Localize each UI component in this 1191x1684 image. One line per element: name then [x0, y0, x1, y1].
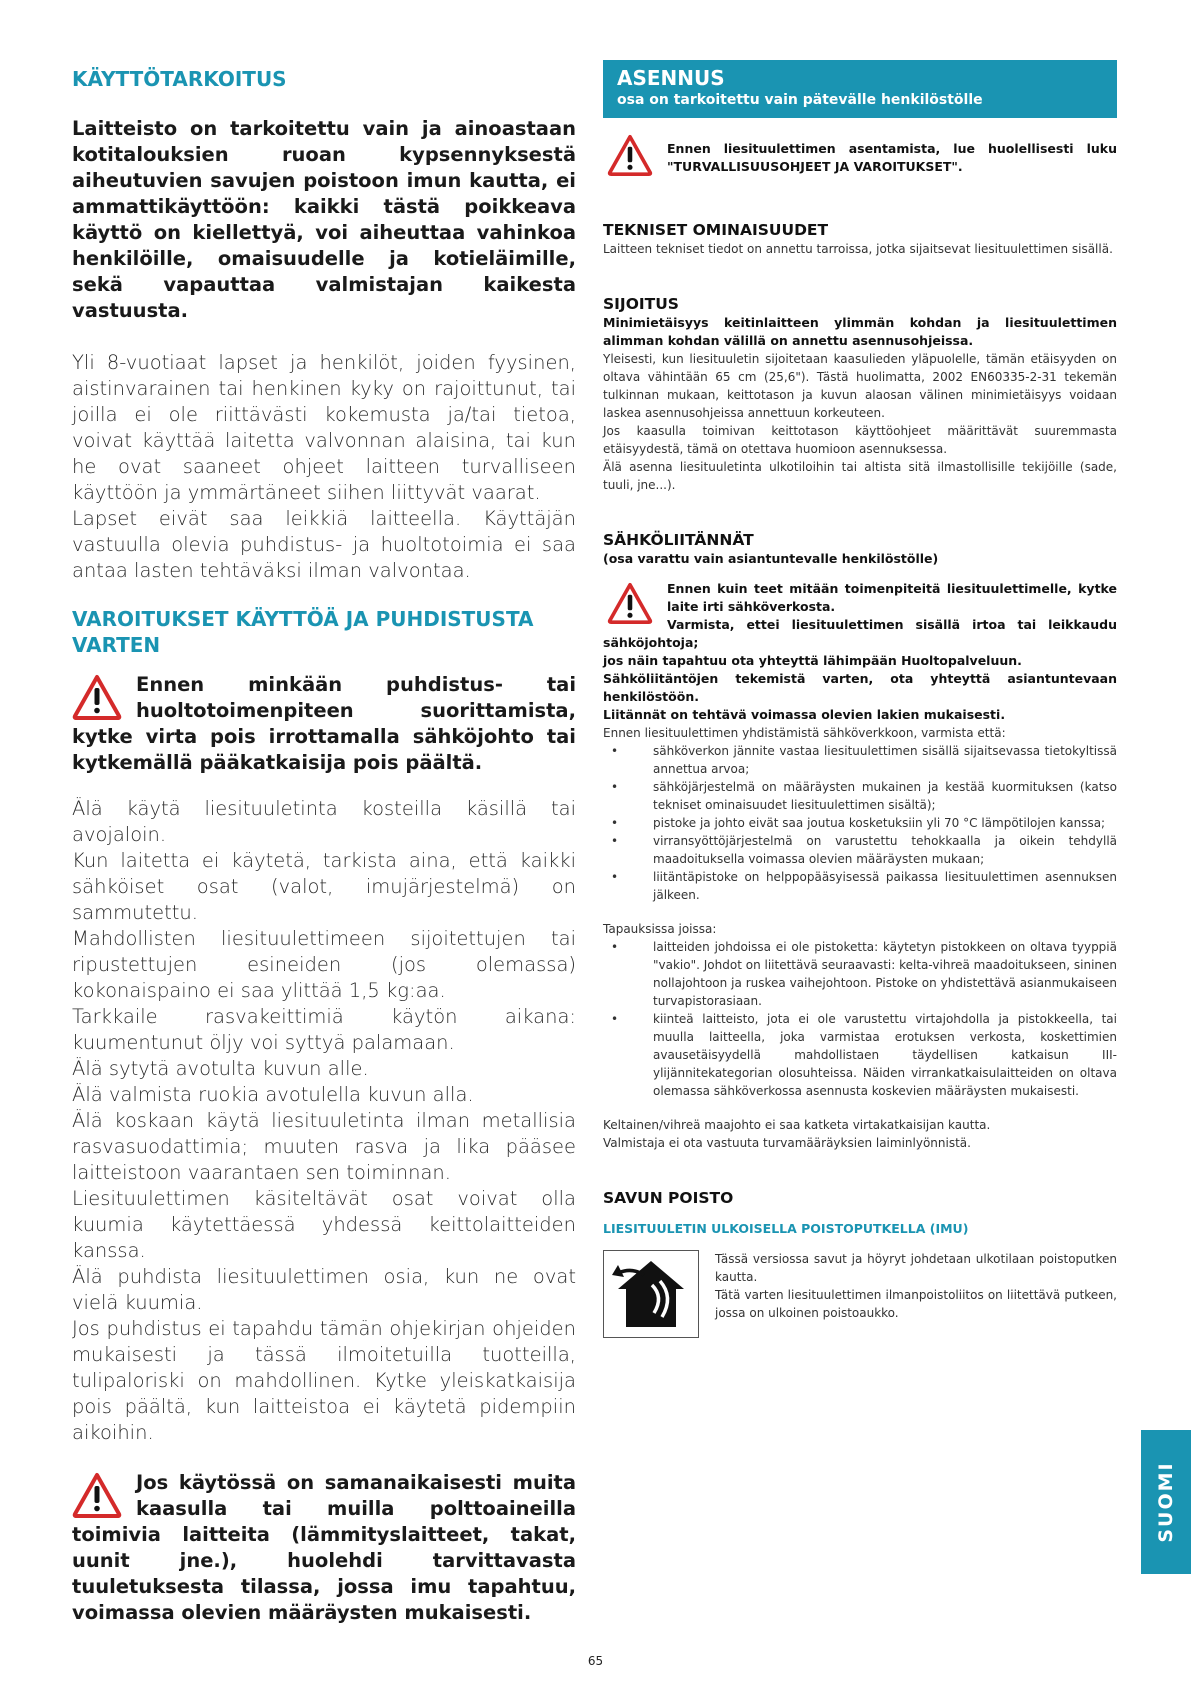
language-tab: [1141, 1430, 1191, 1574]
smoke-text-2: Tätä varten liesituulettimen ilmanpoistoliitos on liitettävä putkeen, jossa on ulkoinen poistoaukko.: [715, 1288, 1117, 1320]
duct-extraction-icon: [603, 1250, 699, 1338]
warning-line: Liesituulettimen käsiteltävät osat voivat olla kuumia käytettäessä yhdessä keittolaitteiden kanssa.: [72, 1187, 576, 1262]
electrical-warning-1: Ennen kuin teet mitään toimenpiteitä liesituulettimelle, kytke laite irti sähköverkosta.: [667, 581, 1117, 614]
placement-text-2: Jos kaasulla toimivan keittotason käyttöohjeet määrittävät suuremmasta etäisyydestä, tämä on otettava huomioon asennuksessa.: [603, 424, 1117, 456]
cases-list: [603, 938, 1117, 1100]
list-item: • sähköjärjestelmä on määräysten mukainen ja kestää kuormituksen (katso tekniset ominaisuudet liesituulettimen sisältä);: [603, 778, 1117, 814]
heading-smoke-extraction: SAVUN POISTO: [603, 1189, 734, 1207]
placement-bold: Minimietäisyys keitinlaitteen ylimmän kohdan ja liesituulettimen alimman kohdan välillä on annettu asennusohjeissa.: [603, 315, 1117, 348]
warning-line: Mahdollisten liesituulettimeen sijoitettujen tai ripustettujen esineiden (jos olemassa) kokonaispaino ei saa ylittää 1,5 kg:aa.: [72, 927, 576, 1002]
heading-intended-use: KÄYTTÖTARKOITUS: [72, 67, 287, 91]
list-item: • laitteiden johdoissa ei ole pistoketta: käytetyn pistokkeen on oltava tyyppiä "vakio". Johdot on liitettävä seuraavasti: kelta-vihreä maadoitukseen, sininen nollajohtoon ja ruskea vaihejohtoon. Pistoke on yhdistettävä asianmukaiseen turvapistorasiaan.: [603, 938, 1117, 1010]
list-item: • kiinteä laitteisto, jota ei ole varustettu virtajohdolla ja pistokkeella, tai muulla laitteella, joka varmistaa erotuksen verkosta, koskettimien avausetäisyydellä mahdollistaen täydellisen katkaisun III-ylijännitekategorian olosuhteissa. Näiden virrankatkaisulaitteiden on oltava olemassa sähköverkossa asennusta koskevien määräysten mukaisesti.: [603, 1010, 1117, 1100]
electrical-warning-3: jos näin tapahtuu ota yhteyttä lähimpään Huoltopalveluun.: [603, 653, 1022, 668]
placement-text-1: Yleisesti, kun liesituuletin sijoitetaan kaasulieden yläpuolelle, tämän etäisyyden on oltava vähintään 65 cm (25,6"). Tästä huolimatta, 2002 EN60335-2-31 tekemän tulkinnan mukaan, keittotason ja kuvun alaosan välinen minimietäisyys voidaan laskea asennusohjeissa annettuun korkeuteen.: [603, 352, 1117, 420]
smoke-subtitle: LIESITUULETIN ULKOISELLA POISTOPUTKELLA (IMU): [603, 1221, 969, 1236]
install-warning: [603, 132, 1117, 176]
left-column: [72, 66, 576, 1626]
list-item: • virransyöttöjärjestelmä on varustettu tehokkaalla ja oikein tehdyllä maadoituksella voimassa olevien määräysten mukaan;: [603, 832, 1117, 868]
electrical-warning-2: Varmista, ettei liesituulettimen sisällä irtoa tai leikkaudu sähköjohtoja;: [603, 617, 1117, 650]
warning-icon: [607, 582, 653, 624]
heading-warnings: VAROITUKSET KÄYTTÖÄ JA PUHDISTUSTA VARTEN: [72, 607, 534, 657]
electrical-checklist: [603, 742, 1117, 904]
electrical-warning: [603, 580, 1117, 724]
heading-electrical: SÄHKÖLIITÄNNÄT: [603, 531, 754, 549]
warning-icon: [72, 1472, 122, 1518]
warning-line: Älä koskaan käytä liesituuletinta ilman metallisia rasvasuodattimia; muuten rasva ja lika pääsee laitteistoon vaarantaen sen toiminnan.: [72, 1109, 576, 1184]
cases-intro: Tapauksissa joissa:: [603, 922, 717, 936]
children-paragraph: Yli 8-vuotiaat lapset ja henkilöt, joiden fyysinen, aistinvarainen tai henkinen kyky on rajoittunut, tai joilla ei ole riittävästi kokemusta ja/tai tietoa, voivat käyttää laitetta valvonnan alaisina, tai kun he ovat saaneet ohjeet laitteen turvalliseen käyttöön ja ymmärtäneet siihen liittyvät vaarat.: [72, 351, 576, 504]
warning-icon: [72, 674, 122, 720]
smoke-text-1: Tässä versiossa savut ja höyryt johdetaan ulkotilaan poistoputken kautta.: [715, 1252, 1117, 1284]
electrical-warning-4: Sähköliitäntöjen tekemistä varten, ota yhteyttä asiantuntevaan henkilöstöön.: [603, 671, 1117, 704]
warning-line: Älä puhdista liesituulettimen osia, kun ne ovat vielä kuumia.: [72, 1265, 576, 1314]
heading-placement: SIJOITUS: [603, 295, 679, 313]
heading-technical: TEKNISET OMINAISUUDET: [603, 221, 829, 239]
warning-gas-text: Jos käytössä on samanaikaisesti muita kaasulla tai muilla polttoaineilla toimivia laitteita (lämmityslaitteet, takat, uunit jne.), huolehdi tarvittavasta tuuletuksesta tilassa, jossa imu tapahtuu, voimassa olevien määräysten mukaisesti.: [72, 1471, 576, 1624]
list-item: • pistoke ja johto eivät saa joutua kosketuksiin yli 70 °C lämpötilojen kanssa;: [603, 814, 1117, 832]
intended-use-lead: Laitteisto on tarkoitettu vain ja ainoastaan kotitalouksien ruoan kypsennyksestä aiheutuvien savujen poistoon imun kautta, ei ammattikäyttöön: kaikki tästä poikkeava käyttö on kiellettyä, voi aiheuttaa vahinkoa henkilöille, omaisuudelle ja kotieläimille, sekä vapauttaa valmistajan kaikesta vastuusta.: [72, 117, 576, 322]
electrical-subtitle: (osa varattu vain asiantuntevalle henkilöstölle): [603, 551, 939, 566]
warning-block-cleaning: [72, 672, 576, 776]
warning-block-gas: [72, 1470, 576, 1626]
warning-line: Älä käytä liesituuletinta kosteilla käsillä tai avojaloin.: [72, 797, 576, 846]
list-item: • liitäntäpistoke on helppopääsyisessä paikassa liesituulettimen asennuksen jälkeen.: [603, 868, 1117, 904]
warning-line: Tarkkaile rasvakeittimiä käytön aikana: kuumentunut öljy voi syttyä palamaan.: [72, 1005, 576, 1054]
smoke-block: [603, 1250, 1117, 1322]
language-label: SUOMI: [1155, 1461, 1177, 1543]
electrical-intro: Ennen liesituulettimen yhdistämistä sähköverkkoon, varmista että:: [603, 726, 1006, 740]
banner-subtitle: osa on tarkoitettu vain pätevälle henkilöstölle: [617, 92, 983, 108]
technical-text: Laitteen tekniset tiedot on annettu tarroissa, jotka sijaitsevat liesituulettimen sisällä.: [603, 242, 1113, 256]
placement-text-3: Älä asenna liesituuletinta ulkotiloihin tai altista sitä ilmastollisille tekijöille (sade, tuuli, jne...).: [603, 460, 1117, 492]
warning-line: Älä valmista ruokia avotulella kuvun alla.: [72, 1083, 474, 1106]
warning-line: Jos puhdistus ei tapahdu tämän ohjekirjan ohjeiden mukaisesti ja tässä ilmoitetuilla tuotteilla, tulipaloriski on mahdollinen. Kytke yleiskatkaisija pois päältä, kun laitteistoa ei käytetä pidempiin aikoihin.: [72, 1317, 576, 1444]
installation-banner: [603, 60, 1117, 118]
right-column: [603, 60, 1117, 1338]
list-item: • sähköverkon jännite vastaa liesituulettimen sisällä sijaitsevassa tietokyltissä annettua arvoa;: [603, 742, 1117, 778]
warning-line: Älä sytytä avotulta kuvun alle.: [72, 1057, 369, 1080]
warning-cleaning-text: Ennen minkään puhdistus- tai huoltotoimenpiteen suorittamista, kytke virta pois irrottamalla sähköjohto tai kytkemällä pääkatkaisija pois päältä.: [72, 673, 576, 774]
warnings-list: [72, 796, 576, 1446]
manufacturer-note: Valmistaja ei ota vastuuta turvamääräyksien laiminlyönnistä.: [603, 1136, 971, 1150]
page-number: 65: [587, 1654, 604, 1668]
children-play-paragraph: Lapset eivät saa leikkiä laitteella. Käyttäjän vastuulla olevia puhdistus- ja huoltotoimia ei saa antaa lasten tehtäväksi ilman valvontaa.: [72, 507, 576, 582]
electrical-warning-5: Liitännät on tehtävä voimassa olevien lakien mukaisesti.: [603, 707, 1006, 722]
warning-line: Kun laitetta ei käytetä, tarkista aina, että kaikki sähköiset osat (valot, imujärjestelmä) on sammutettu.: [72, 849, 576, 924]
install-warning-text: Ennen liesituulettimen asentamista, lue huolellisesti luku "TURVALLISUUSOHJEET JA VAROITUKSET".: [667, 141, 1117, 174]
warning-icon: [607, 134, 653, 176]
earth-wire-note: Keltainen/vihreä maajohto ei saa katketa virtakatkaisijan kautta.: [603, 1118, 991, 1132]
banner-title: ASENNUS: [617, 66, 725, 90]
